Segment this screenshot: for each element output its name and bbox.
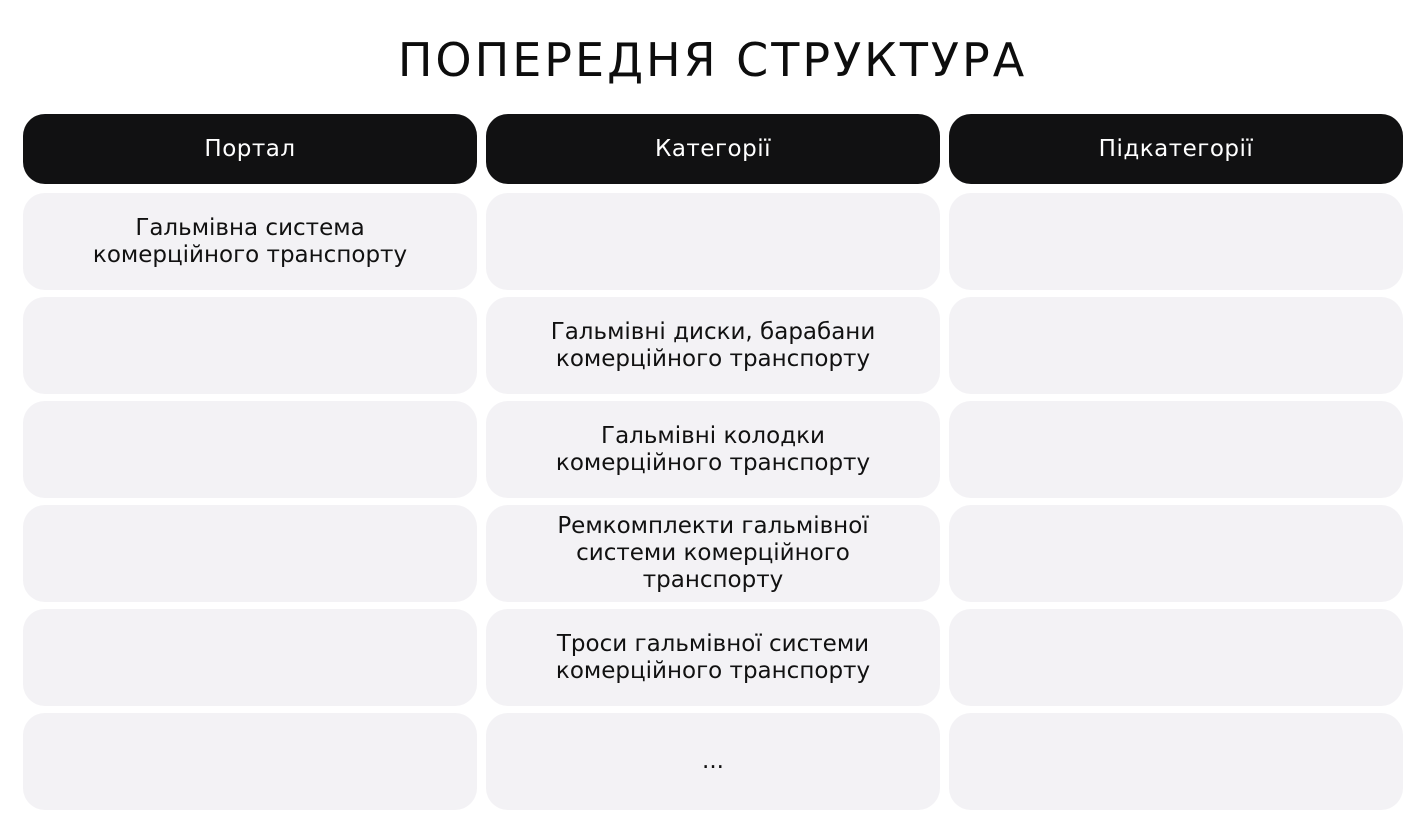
table-cell (949, 297, 1403, 394)
table-cell (949, 505, 1403, 602)
structure-table (23, 114, 1403, 810)
column-categories (486, 114, 940, 810)
table-cell: Троси гальмівної системи комерційного транспорту (486, 609, 940, 706)
table-cell: Гальмівні диски, барабани комерційного транспорту (486, 297, 940, 394)
table-cell (23, 297, 477, 394)
table-cell (23, 713, 477, 810)
column-header-subcategories: Підкатегорії (949, 114, 1403, 184)
table-cell (23, 505, 477, 602)
table-cell (486, 193, 940, 290)
table-cell: Гальмівні колодки комерційного транспорту (486, 401, 940, 498)
table-cell: Гальмівна система комерційного транспорту (23, 193, 477, 290)
table-cell: ... (486, 713, 940, 810)
column-header-portal: Портал (23, 114, 477, 184)
column-cells-portal (23, 193, 477, 810)
column-portal (23, 114, 477, 810)
column-cells-subcategories (949, 193, 1403, 810)
table-cell (23, 609, 477, 706)
page-title: ПОПЕРЕДНЯ СТРУКТУРА (397, 33, 1028, 87)
table-cell (949, 193, 1403, 290)
table-cell (949, 713, 1403, 810)
table-cell (23, 401, 477, 498)
table-cell: Ремкомплекти гальмівної системи комерційного транспорту (486, 505, 940, 602)
column-subcategories (949, 114, 1403, 810)
table-cell (949, 401, 1403, 498)
column-cells-categories (486, 193, 940, 810)
table-cell (949, 609, 1403, 706)
column-header-categories: Категорії (486, 114, 940, 184)
